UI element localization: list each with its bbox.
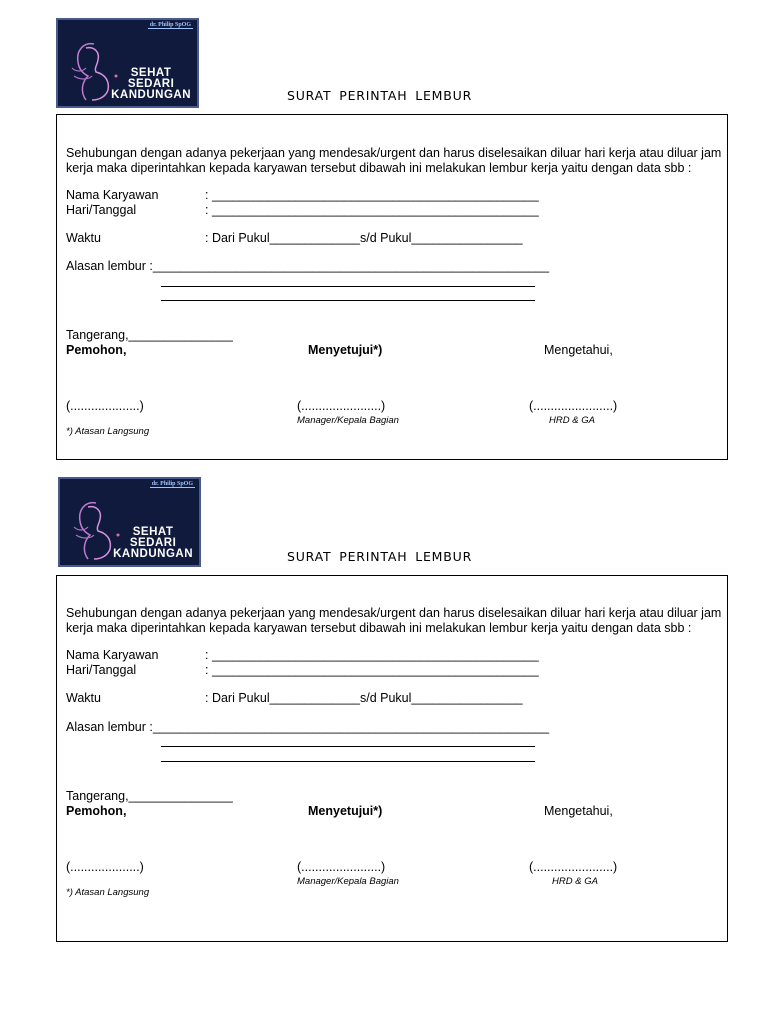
date-label: Hari/Tanggal xyxy=(66,663,137,677)
overtime-reason-field[interactable]: Alasan lembur :_________________________________________________________ xyxy=(66,720,550,734)
approver-signature[interactable]: (.......................) xyxy=(297,399,386,413)
form-box xyxy=(56,114,728,460)
requester-signature[interactable]: (....................) xyxy=(66,860,144,874)
logo-line-1: SEHAT xyxy=(130,67,172,79)
form-box xyxy=(56,575,728,942)
approver-signature[interactable]: (.......................) xyxy=(297,860,386,874)
time-label: Waktu xyxy=(66,231,101,245)
logo-text xyxy=(113,527,193,560)
time-field[interactable]: : Dari Pukul_____________s/d Pukul________________ xyxy=(205,691,523,705)
approver-label: Menyetujui*) xyxy=(308,343,383,357)
place-date-field[interactable]: Tangerang,_______________ xyxy=(66,789,233,803)
document-title: SURAT PERINTAH LEMBUR xyxy=(287,549,473,564)
approver-role: Manager/Kepala Bagian xyxy=(297,415,399,426)
logo-doctor-label: dr. Philip SpOG xyxy=(149,22,191,28)
logo-doctor-label: dr. Philip SpOG xyxy=(151,481,193,487)
employee-name-field[interactable]: : _______________________________________________ xyxy=(205,648,539,662)
reason-line-2[interactable] xyxy=(161,286,535,287)
employee-name-field[interactable]: : _______________________________________________ xyxy=(205,188,539,202)
logo-line-3: KANDUNGAN xyxy=(113,548,193,560)
acknowledger-signature[interactable]: (.......................) xyxy=(529,860,618,874)
time-label: Waktu xyxy=(66,691,101,705)
intro-paragraph: Sehubungan dengan adanya pekerjaan yang mendesak/urgent dan harus diselesaikan diluar hari kerja atau diluar jam kerja maka diperintahkan kepada karyawan tersebut dibawah ini melakukan lembur kerja yaitu dengan data sbb : xyxy=(66,146,722,175)
logo-line-1: SEHAT xyxy=(132,526,174,538)
place-date-field[interactable]: Tangerang,_______________ xyxy=(66,328,233,342)
reason-line-3[interactable] xyxy=(161,300,535,301)
overtime-reason-field[interactable]: Alasan lembur :_________________________________________________________ xyxy=(66,259,550,273)
acknowledger-role: HRD & GA xyxy=(552,876,598,887)
approver-label: Menyetujui*) xyxy=(308,804,383,818)
logo-line-2: SEDARI xyxy=(129,537,177,549)
date-field[interactable]: : _______________________________________________ xyxy=(205,203,539,217)
reason-line-3[interactable] xyxy=(161,761,535,762)
clinic-logo xyxy=(58,477,201,567)
employee-name-label: Nama Karyawan xyxy=(66,648,159,662)
acknowledger-role: HRD & GA xyxy=(549,415,595,426)
logo-text xyxy=(111,68,191,101)
time-field[interactable]: : Dari Pukul_____________s/d Pukul________________ xyxy=(205,231,523,245)
acknowledger-signature[interactable]: (.......................) xyxy=(529,399,618,413)
reason-line-2[interactable] xyxy=(161,746,535,747)
document-title: SURAT PERINTAH LEMBUR xyxy=(287,88,473,103)
clinic-logo xyxy=(56,18,199,108)
date-field[interactable]: : _______________________________________________ xyxy=(205,663,539,677)
acknowledger-label: Mengetahui, xyxy=(544,804,613,818)
requester-signature[interactable]: (....................) xyxy=(66,399,144,413)
intro-paragraph: Sehubungan dengan adanya pekerjaan yang mendesak/urgent dan harus diselesaikan diluar hari kerja atau diluar jam kerja maka diperintahkan kepada karyawan tersebut dibawah ini melakukan lembur kerja yaitu dengan data sbb : xyxy=(66,606,722,635)
logo-line-2: SEDARI xyxy=(127,78,175,90)
requester-label: Pemohon, xyxy=(66,343,127,357)
employee-name-label: Nama Karyawan xyxy=(66,188,159,202)
acknowledger-label: Mengetahui, xyxy=(544,343,613,357)
approver-role: Manager/Kepala Bagian xyxy=(297,876,399,887)
date-label: Hari/Tanggal xyxy=(66,203,137,217)
footnote: *) Atasan Langsung xyxy=(66,426,150,437)
requester-label: Pemohon, xyxy=(66,804,127,818)
footnote: *) Atasan Langsung xyxy=(66,887,150,898)
logo-line-3: KANDUNGAN xyxy=(111,89,191,101)
